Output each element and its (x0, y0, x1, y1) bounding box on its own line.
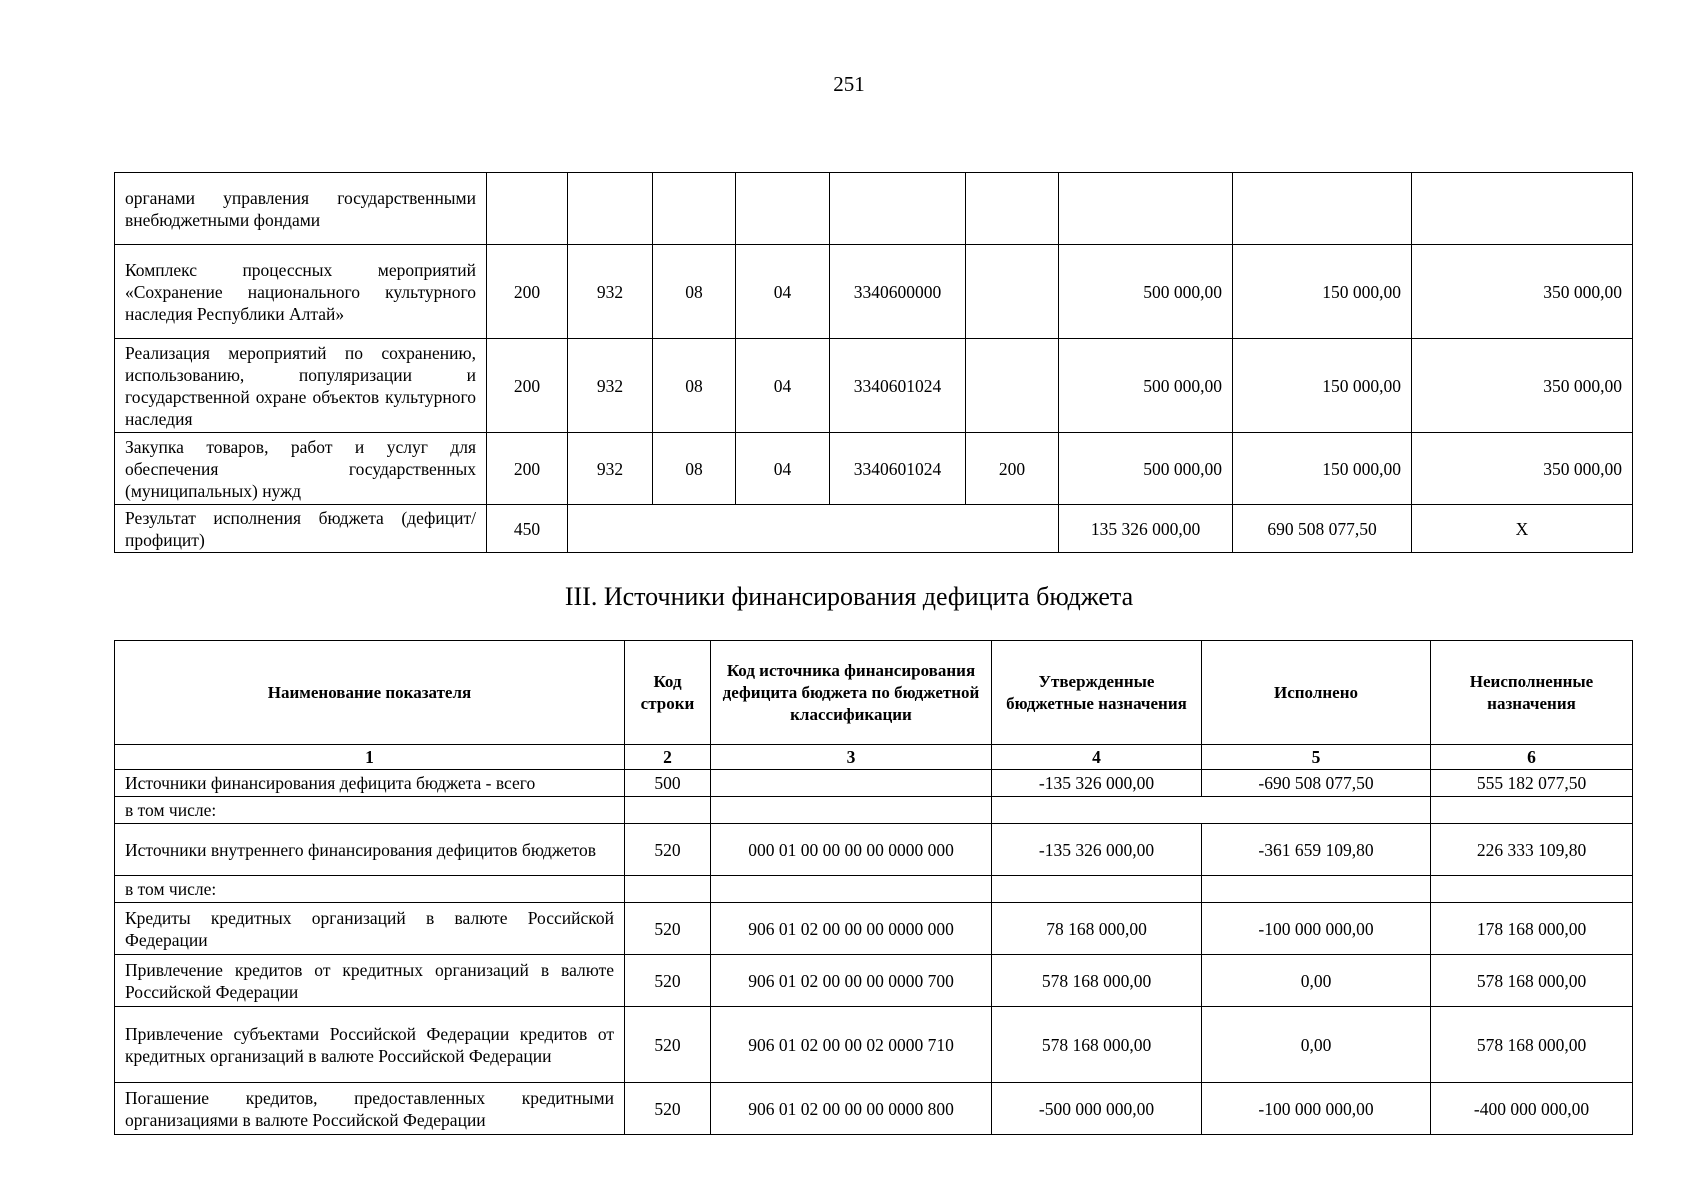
cell-unexecuted: 350 000,00 (1412, 339, 1633, 433)
cell-approved: 578 168 000,00 (992, 1007, 1202, 1083)
cell-approved: 500 000,00 (1059, 245, 1233, 339)
cell-code-2: 932 (568, 433, 653, 505)
result-row (115, 505, 1633, 553)
result-row-code: 450 (487, 505, 568, 553)
cell-source-code (711, 797, 992, 824)
cell-source-code (711, 770, 992, 797)
cell-executed: -361 659 109,80 (1202, 824, 1431, 876)
header-executed: Исполнено (1202, 641, 1431, 745)
header-line-code: Код строки (625, 641, 711, 745)
cell-approved-executed-merged (992, 797, 1431, 824)
row-name: в том числе: (115, 876, 625, 903)
cell-code-6 (966, 339, 1059, 433)
row-name: Погашение кредитов, предоставленных кредитными организациями в валюте Российской Федерации (115, 1083, 625, 1135)
column-number: 5 (1202, 745, 1431, 770)
table-row (115, 955, 1633, 1007)
row-name: Привлечение кредитов от кредитных организаций в валюте Российской Федерации (115, 955, 625, 1007)
result-row-name: Результат исполнения бюджета (дефицит/профицит) (115, 505, 487, 553)
cell-line-code: 520 (625, 1083, 711, 1135)
cell-code-6: 200 (966, 433, 1059, 505)
row-name: Комплекс процессных мероприятий «Сохранение национального культурного наследия Республики Алтай» (115, 245, 487, 339)
cell-approved (992, 876, 1202, 903)
column-number-row (115, 745, 1633, 770)
cell-approved: -135 326 000,00 (992, 824, 1202, 876)
cell-executed: 150 000,00 (1233, 433, 1412, 505)
table-row (115, 173, 1633, 245)
cell-code-1 (487, 173, 568, 245)
cell-code-6 (966, 245, 1059, 339)
cell-code-4: 04 (736, 433, 830, 505)
cell-approved: 578 168 000,00 (992, 955, 1202, 1007)
cell-unexecuted: 226 333 109,80 (1431, 824, 1633, 876)
cell-line-code (625, 876, 711, 903)
column-number: 6 (1431, 745, 1633, 770)
column-number: 1 (115, 745, 625, 770)
table-row (115, 339, 1633, 433)
table-row (115, 876, 1633, 903)
cell-executed: 150 000,00 (1233, 339, 1412, 433)
cell-unexecuted: 350 000,00 (1412, 433, 1633, 505)
row-name: органами управления государственными внебюджетными фондами (115, 173, 487, 245)
cell-code-5 (830, 173, 966, 245)
cell-code-2: 932 (568, 245, 653, 339)
cell-approved: 78 168 000,00 (992, 903, 1202, 955)
row-name: Привлечение субъектами Российской Федерации кредитов от кредитных организаций в валюте Российской Федерации (115, 1007, 625, 1083)
cell-source-code (711, 876, 992, 903)
cell-code-1: 200 (487, 339, 568, 433)
page-number: 251 (833, 72, 865, 96)
cell-code-3: 08 (653, 339, 736, 433)
row-name: в том числе: (115, 797, 625, 824)
cell-executed (1233, 173, 1412, 245)
column-number: 3 (711, 745, 992, 770)
row-name: Закупка товаров, работ и услуг для обеспечения государственных (муниципальных) нужд (115, 433, 487, 505)
header-approved: Утвержденные бюджетные назначения (992, 641, 1202, 745)
cell-code-4: 04 (736, 339, 830, 433)
table-row (115, 770, 1633, 797)
cell-line-code (625, 797, 711, 824)
cell-code-5: 3340600000 (830, 245, 966, 339)
column-number: 4 (992, 745, 1202, 770)
cell-unexecuted: -400 000 000,00 (1431, 1083, 1633, 1135)
expenses-table-continuation (114, 172, 1633, 553)
cell-code-3: 08 (653, 433, 736, 505)
cell-executed: -690 508 077,50 (1202, 770, 1431, 797)
header-name: Наименование показателя (115, 641, 625, 745)
table-row (115, 1083, 1633, 1135)
cell-code-4 (736, 173, 830, 245)
cell-approved: 500 000,00 (1059, 339, 1233, 433)
cell-executed: 0,00 (1202, 1007, 1431, 1083)
cell-code-6 (966, 173, 1059, 245)
row-name: Реализация мероприятий по сохранению, использованию, популяризации и государственной охране объектов культурного наследия (115, 339, 487, 433)
cell-unexecuted: 350 000,00 (1412, 245, 1633, 339)
result-row-empty-merged (568, 505, 1059, 553)
cell-line-code: 520 (625, 1007, 711, 1083)
table-row (115, 1007, 1633, 1083)
result-row-unexecuted: X (1412, 505, 1633, 553)
cell-source-code: 906 01 02 00 00 02 0000 710 (711, 1007, 992, 1083)
result-row-executed: 690 508 077,50 (1233, 505, 1412, 553)
cell-executed (1202, 876, 1431, 903)
cell-approved (1059, 173, 1233, 245)
cell-unexecuted (1431, 876, 1633, 903)
row-name: Кредиты кредитных организаций в валюте Российской Федерации (115, 903, 625, 955)
cell-unexecuted (1412, 173, 1633, 245)
cell-code-3: 08 (653, 245, 736, 339)
cell-code-5: 3340601024 (830, 339, 966, 433)
cell-unexecuted: 178 168 000,00 (1431, 903, 1633, 955)
cell-source-code: 906 01 02 00 00 00 0000 700 (711, 955, 992, 1007)
section-title: III. Источники финансирования дефицита бюджета (564, 582, 1134, 611)
cell-approved: 500 000,00 (1059, 433, 1233, 505)
cell-executed: -100 000 000,00 (1202, 1083, 1431, 1135)
table-row (115, 824, 1633, 876)
cell-executed: 0,00 (1202, 955, 1431, 1007)
cell-source-code: 000 01 00 00 00 00 0000 000 (711, 824, 992, 876)
table-row (115, 245, 1633, 339)
cell-approved: -500 000 000,00 (992, 1083, 1202, 1135)
financing-sources-table (114, 640, 1633, 1135)
table-row (115, 797, 1633, 824)
cell-executed: -100 000 000,00 (1202, 903, 1431, 955)
column-number: 2 (625, 745, 711, 770)
cell-code-4: 04 (736, 245, 830, 339)
header-unexecuted: Неисполненные назначения (1431, 641, 1633, 745)
table-row (115, 433, 1633, 505)
cell-code-1: 200 (487, 433, 568, 505)
cell-executed: 150 000,00 (1233, 245, 1412, 339)
result-row-approved: 135 326 000,00 (1059, 505, 1233, 553)
header-source-code: Код источника финансирования дефицита бюджета по бюджетной классификации (711, 641, 992, 745)
cell-code-2: 932 (568, 339, 653, 433)
cell-code-1: 200 (487, 245, 568, 339)
cell-unexecuted (1431, 797, 1633, 824)
cell-source-code: 906 01 02 00 00 00 0000 800 (711, 1083, 992, 1135)
cell-source-code: 906 01 02 00 00 00 0000 000 (711, 903, 992, 955)
table-row (115, 903, 1633, 955)
cell-code-2 (568, 173, 653, 245)
cell-line-code: 520 (625, 824, 711, 876)
cell-unexecuted: 555 182 077,50 (1431, 770, 1633, 797)
cell-line-code: 500 (625, 770, 711, 797)
cell-code-3 (653, 173, 736, 245)
cell-approved: -135 326 000,00 (992, 770, 1202, 797)
cell-code-5: 3340601024 (830, 433, 966, 505)
cell-unexecuted: 578 168 000,00 (1431, 955, 1633, 1007)
header-row (115, 641, 1633, 745)
row-name: Источники финансирования дефицита бюджета - всего (115, 770, 625, 797)
cell-line-code: 520 (625, 955, 711, 1007)
cell-unexecuted: 578 168 000,00 (1431, 1007, 1633, 1083)
row-name: Источники внутреннего финансирования дефицитов бюджетов (115, 824, 625, 876)
cell-line-code: 520 (625, 903, 711, 955)
